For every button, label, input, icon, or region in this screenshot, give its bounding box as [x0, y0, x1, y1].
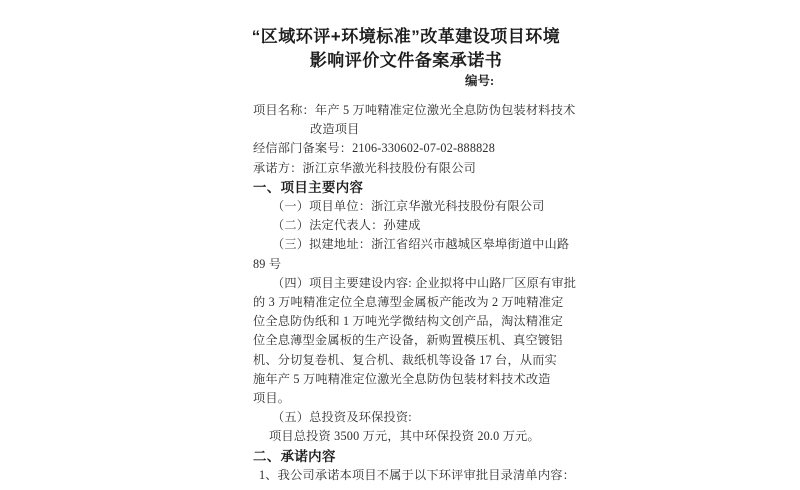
item-3-address-line-1: （三）拟建地址：浙江省绍兴市越城区皋埠街道中山路 — [272, 237, 570, 252]
document-content-column — [251, 0, 577, 490]
document-title — [243, 25, 569, 72]
section-2-heading: 二、承诺内容 — [253, 448, 336, 464]
serial-number-label: 编号: — [465, 74, 495, 88]
field-promisor: 承诺方：浙江京华激光科技股份有限公司 — [253, 160, 476, 175]
document-title-line-1: “区域环评+环境标准”改革建设项目环境 — [251, 27, 561, 46]
field-filing-number: 经信部门备案号：2106-330602-07-02-888828 — [253, 141, 496, 156]
field-project-name-line-2: 改造项目 — [310, 122, 360, 137]
document-body — [253, 101, 577, 485]
field-project-name-line-1: 项目名称：年产 5 万吨精准定位激光全息防伪包装材料技术 — [253, 103, 576, 117]
commitment-item-1: 1、我公司承诺本项目不属于以下环评审批目录清单内容： — [259, 467, 575, 482]
item-2-legal-representative: （二）法定代表人：孙建成 — [272, 218, 421, 233]
document-title-line-2: 影响评价文件备案承诺书 — [309, 50, 503, 70]
item-4-construction-line-4: 位全息薄型金属板的生产设备，新购置模压机、真空镀铝 — [253, 333, 563, 348]
item-5-investment-heading: （五）总投资及环保投资: — [272, 410, 412, 425]
item-3-address-line-2: 89 号 — [253, 256, 282, 271]
investment-amounts: 项目总投资 3500 万元，其中环保投资 20.0 万元。 — [269, 429, 540, 444]
item-4-construction-line-6: 施年产 5 万吨精准定位激光全息防伪包装材料技术改造 — [253, 371, 551, 386]
item-1-project-unit: （一）项目单位：浙江京华激光科技股份有限公司 — [272, 199, 545, 214]
item-4-construction-line-7: 项目。 — [253, 391, 291, 406]
section-1-heading: 一、项目主要内容 — [253, 179, 364, 195]
item-4-construction-line-2: 的 3 万吨精准定位全息薄型金属板产能改为 2 万吨精准定 — [253, 295, 564, 310]
item-4-construction-line-5: 机、分切复卷机、复合机、裁纸机等设备 17 台，从而实 — [253, 352, 557, 367]
item-4-construction-line-1: （四）项目主要建设内容: 企业拟将中山路厂区原有审批 — [272, 275, 577, 290]
item-4-construction-line-3: 位全息防伪纸和 1 万吨光学微结构文创产品，淘汰精准定 — [253, 314, 564, 329]
